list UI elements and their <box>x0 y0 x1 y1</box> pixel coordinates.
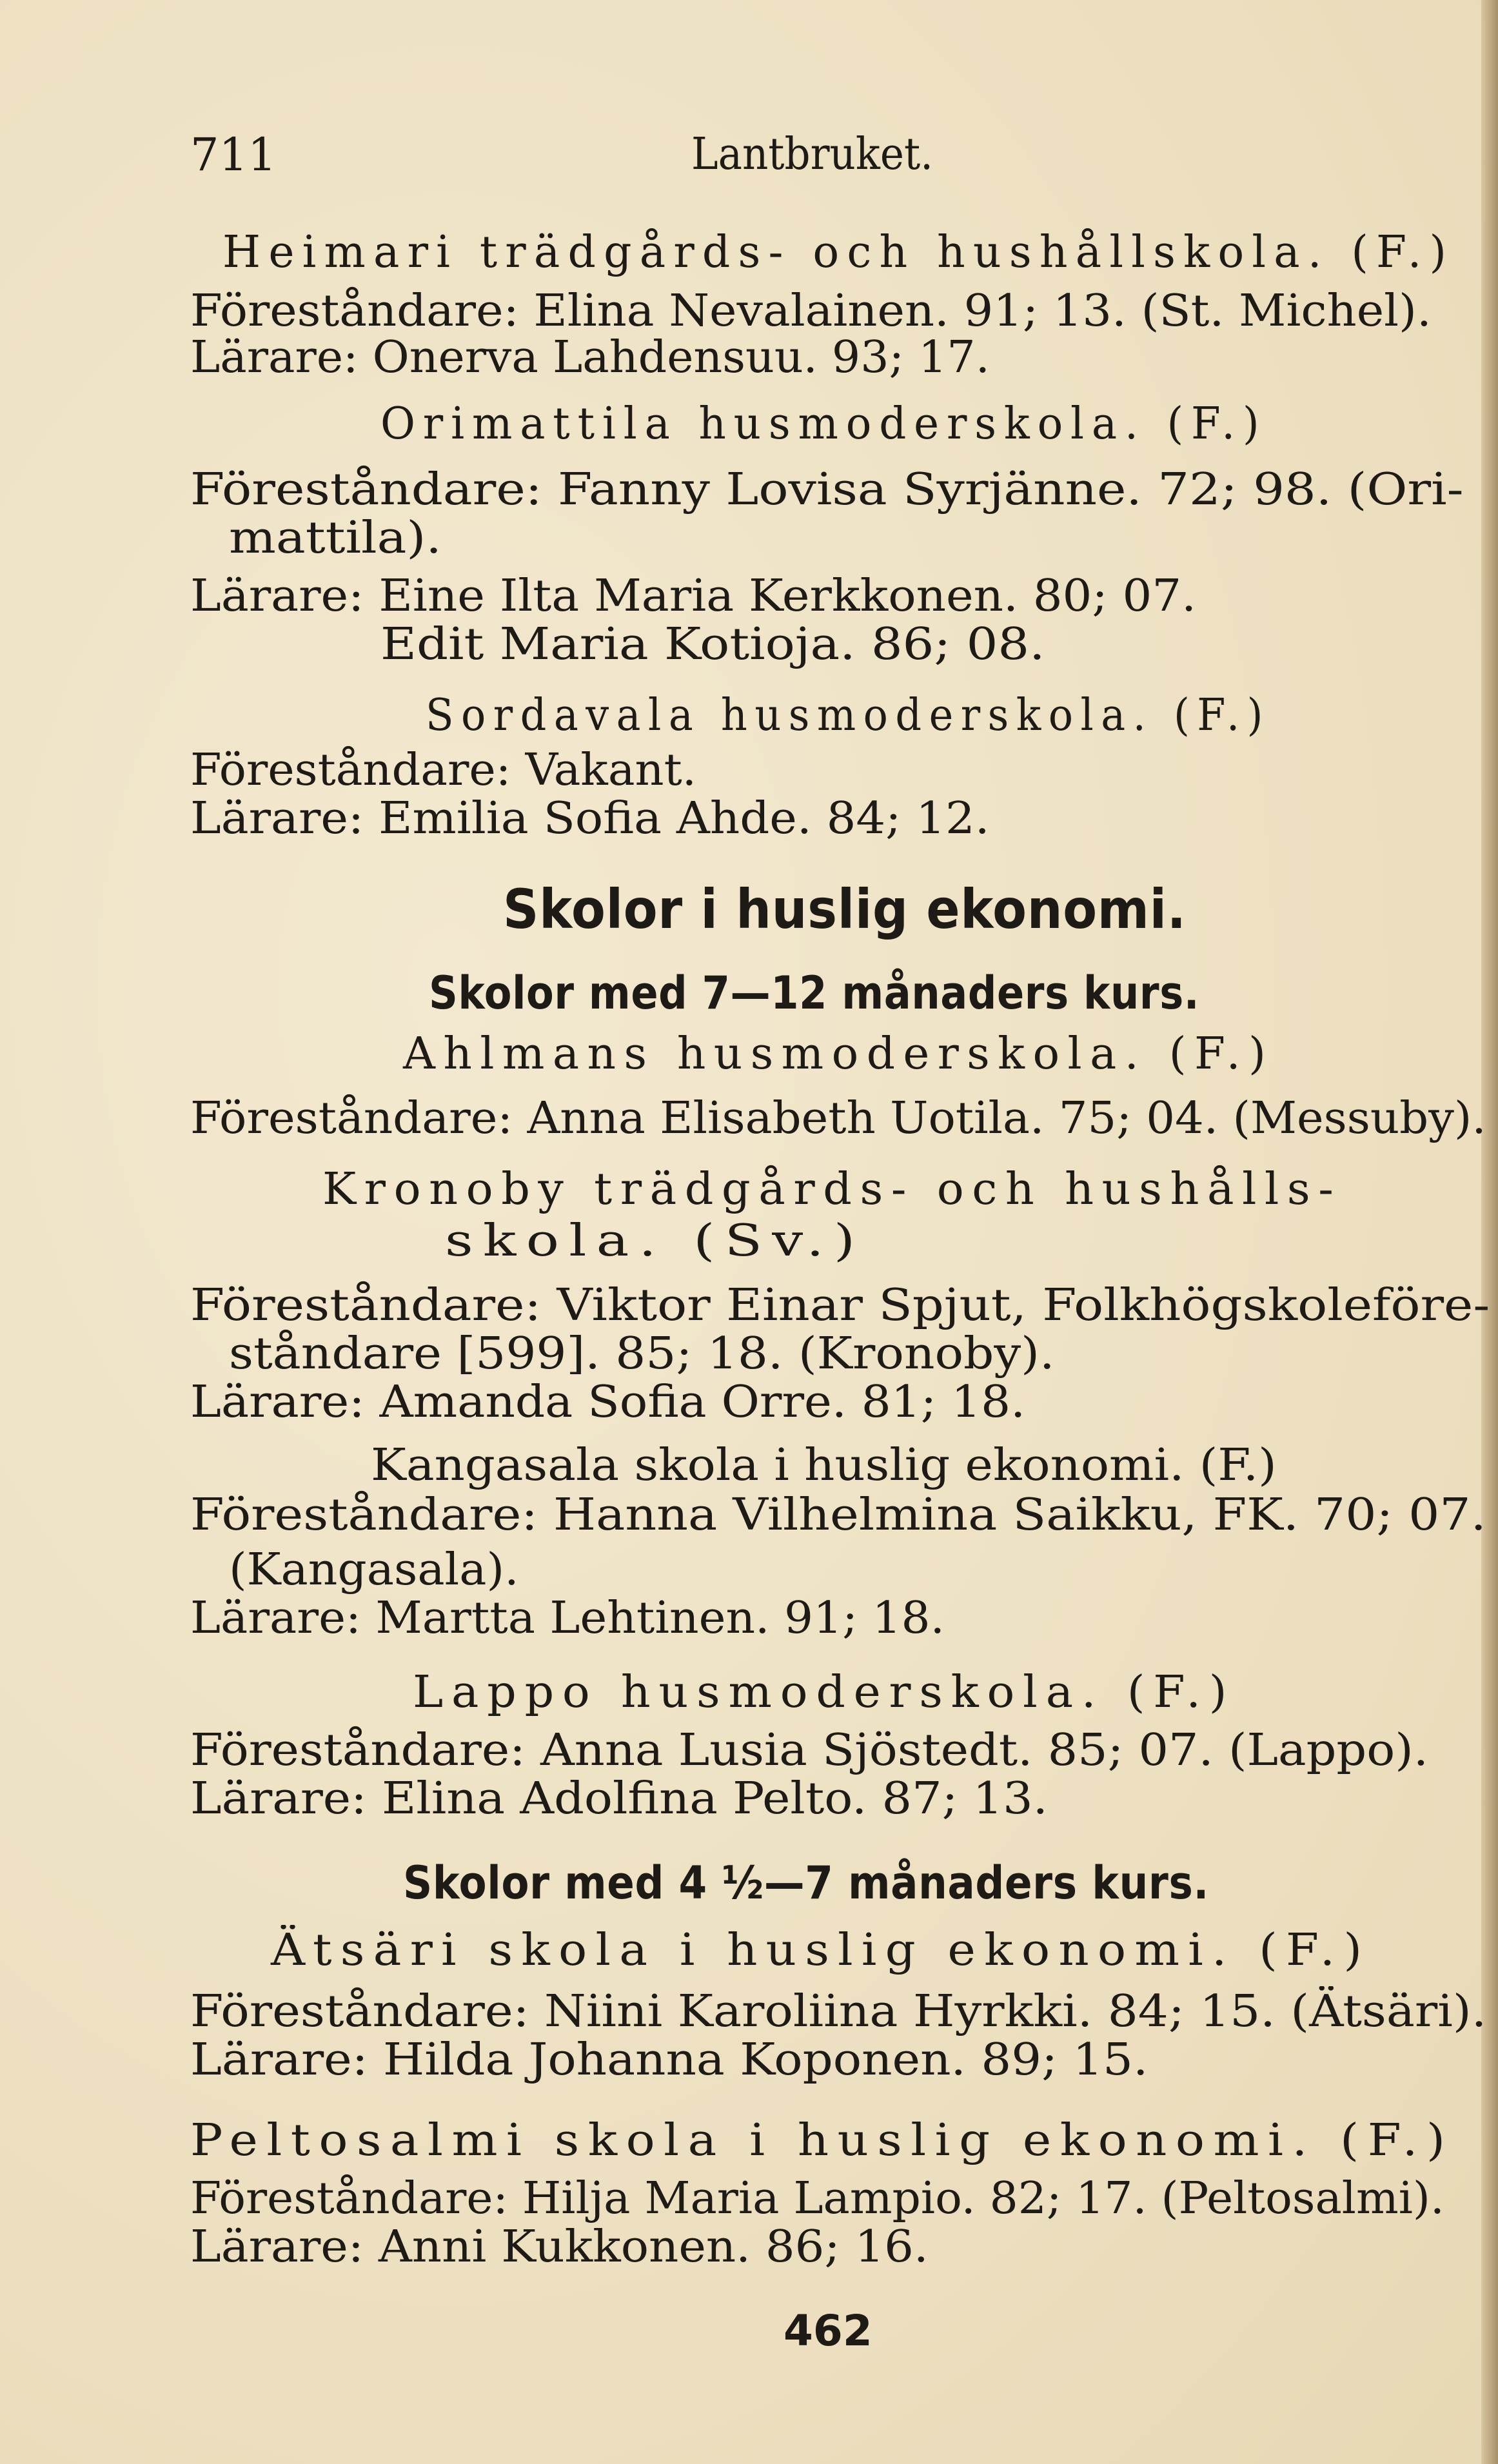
subsection-heading: Skolor med 7—12 månaders kurs. <box>429 967 1200 1020</box>
entry-line: ståndare [599]. 85; 18. (Kronoby). <box>229 1328 1055 1379</box>
page-number-top: 711 <box>190 128 277 181</box>
entry-line: Föreståndare: Anna Lusia Sjöstedt. 85; 07. (Lappo). <box>190 1725 1428 1776</box>
entry-line: (Kangasala). <box>229 1544 519 1595</box>
school-name: Orimattila husmoderskola. (F.) <box>380 399 1267 449</box>
entry-line: Lärare: Anni Kukkonen. 86; 16. <box>190 2222 929 2272</box>
entry-line: Lärare: Eine Ilta Maria Kerkkonen. 80; 07. <box>190 571 1197 622</box>
school-name: skola. (Sv.) <box>445 1216 865 1266</box>
entry-line: Föreståndare: Hilja Maria Lampio. 82; 17. (Peltosalmi). <box>190 2173 1444 2224</box>
entry-line: Lärare: Elina Adolfina Pelto. 87; 13. <box>190 1773 1048 1824</box>
entry-line: Lärare: Onerva Lahdensuu. 93; 17. <box>190 332 990 383</box>
school-name: Peltosalmi skola i huslig ekonomi. (F.) <box>190 2115 1454 2166</box>
school-name: Lappo husmoderskola. (F.) <box>413 1667 1236 1718</box>
entry-line: Föreståndare: Niini Karoliina Hyrkki. 84; 15. (Ätsäri). <box>190 1986 1487 2037</box>
school-name: Ahlmans husmoderskola. (F.) <box>403 1029 1274 1079</box>
entry-line: Edit Maria Kotioja. 86; 08. <box>380 619 1045 670</box>
entry-line: Lärare: Emilia Sofia Ahde. 84; 12. <box>190 793 990 844</box>
school-name: Sordavala husmoderskola. (F.) <box>426 690 1270 741</box>
entry-line: Lärare: Martta Lehtinen. 91; 18. <box>190 1593 945 1644</box>
school-name: Kronoby trädgårds- och hushålls- <box>322 1164 1342 1215</box>
running-title: Lantbruket. <box>691 129 934 180</box>
section-heading: Skolor i huslig ekonomi. <box>503 878 1187 941</box>
entry-line: Föreståndare: Viktor Einar Spjut, Folkhögskoleföre- <box>190 1280 1490 1331</box>
school-name: Kangasala skola i huslig ekonomi. (F.) <box>371 1440 1277 1491</box>
entry-line: Föreståndare: Fanny Lovisa Syrjänne. 72; 98. (Ori- <box>190 464 1464 515</box>
entry-line: mattila). <box>229 513 442 564</box>
entry-line: Lärare: Hilda Johanna Koponen. 89; 15. <box>190 2035 1148 2085</box>
page-number-bottom: 462 <box>783 2306 872 2356</box>
entry-line: Föreståndare: Vakant. <box>190 745 696 796</box>
entry-line: Lärare: Amanda Sofia Orre. 81; 18. <box>190 1377 1026 1428</box>
school-name: Ätsäri skola i huslig ekonomi. (F.) <box>271 1925 1371 1976</box>
entry-line: Föreståndare: Elina Nevalainen. 91; 13. (St. Michel). <box>190 286 1432 337</box>
subsection-heading: Skolor med 4 ½—7 månaders kurs. <box>403 1857 1209 1909</box>
entry-line: Föreståndare: Hanna Vilhelmina Saikku, FK. 70; 07. <box>190 1490 1486 1541</box>
school-name: Heimari trädgårds- och hushållskola. (F.) <box>222 227 1455 278</box>
entry-line: Föreståndare: Anna Elisabeth Uotila. 75; 04. (Messuby). <box>190 1093 1486 1144</box>
